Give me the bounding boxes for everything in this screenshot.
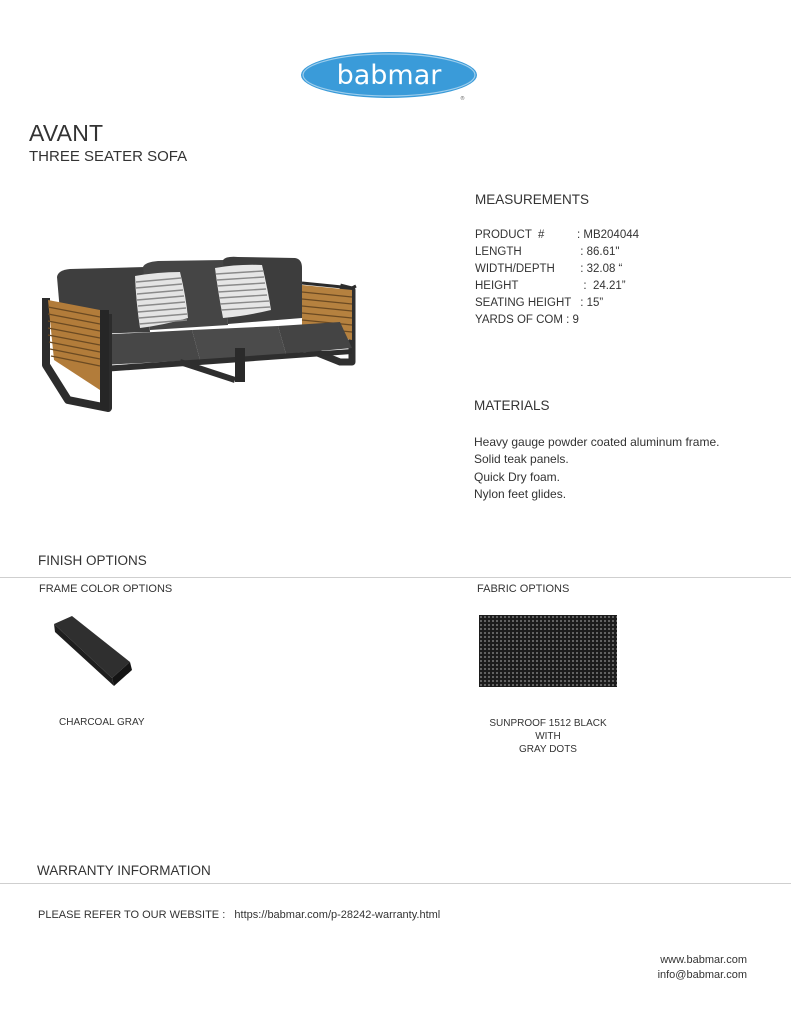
measurements-table [475, 227, 639, 329]
fabric-options-heading: FABRIC OPTIONS [477, 583, 570, 595]
registered-mark: ® [460, 96, 465, 101]
website-link[interactable]: www.babmar.com [660, 954, 747, 966]
measurement-row-length [475, 244, 639, 261]
brand-logo [300, 51, 480, 101]
measurement-label: SEATING HEIGHT [475, 297, 572, 309]
email-link[interactable]: info@babmar.com [657, 969, 747, 981]
measurement-label: WIDTH/DEPTH [475, 263, 555, 275]
measurement-row-height [475, 278, 639, 295]
fabric-caption-line: GRAY DOTS [519, 744, 577, 755]
product-type: THREE SEATER SOFA [29, 148, 188, 165]
warranty-label: PLEASE REFER TO OUR WEBSITE : [38, 909, 226, 921]
measurement-label: YARDS OF COM [475, 314, 563, 326]
material-line: Quick Dry foam. [474, 469, 561, 484]
measurement-label: HEIGHT [475, 280, 519, 292]
measurement-value: : 86.61" [577, 246, 620, 258]
material-line: Nylon feet glides. [474, 486, 567, 501]
measurement-row-seating-height [475, 295, 639, 312]
logo-text: babmar [336, 60, 442, 91]
measurement-value: : MB204044 [577, 229, 640, 241]
finish-options-heading: FINISH OPTIONS [38, 553, 147, 568]
materials-list [474, 434, 719, 503]
frame-color-caption: CHARCOAL GRAY [59, 717, 145, 728]
section-divider [0, 883, 791, 884]
measurement-label: PRODUCT # [475, 229, 545, 241]
measurement-row-yards [475, 312, 639, 329]
charcoal-gray-swatch [50, 612, 135, 692]
fabric-caption-line: SUNPROOF 1512 BLACK WITH [489, 718, 607, 742]
warranty-text [38, 909, 440, 921]
measurements-heading: MEASUREMENTS [475, 192, 590, 207]
materials-heading: MATERIALS [474, 398, 550, 413]
sofa-product-image [40, 250, 370, 415]
warranty-heading: WARRANTY INFORMATION [37, 863, 211, 878]
measurement-value: : 9 [562, 314, 579, 326]
material-line: Heavy gauge powder coated aluminum frame. [474, 435, 720, 449]
fabric-caption [477, 717, 619, 756]
section-divider [0, 577, 791, 578]
measurement-label: LENGTH [475, 246, 522, 258]
measurement-row-product [475, 227, 639, 244]
measurement-row-width [475, 261, 639, 278]
sunproof-black-fabric-swatch [479, 615, 617, 687]
measurement-value: : 24.21” [577, 280, 626, 292]
footer-contact [658, 953, 747, 983]
warranty-link[interactable]: https://babmar.com/p-28242-warranty.html [234, 909, 441, 921]
product-name: AVANT [29, 120, 104, 146]
measurement-value: : 32.08 “ [577, 263, 623, 275]
measurement-value: : 15” [577, 297, 604, 309]
material-line: Solid teak panels. [474, 452, 569, 467]
frame-color-heading: FRAME COLOR OPTIONS [39, 583, 173, 595]
